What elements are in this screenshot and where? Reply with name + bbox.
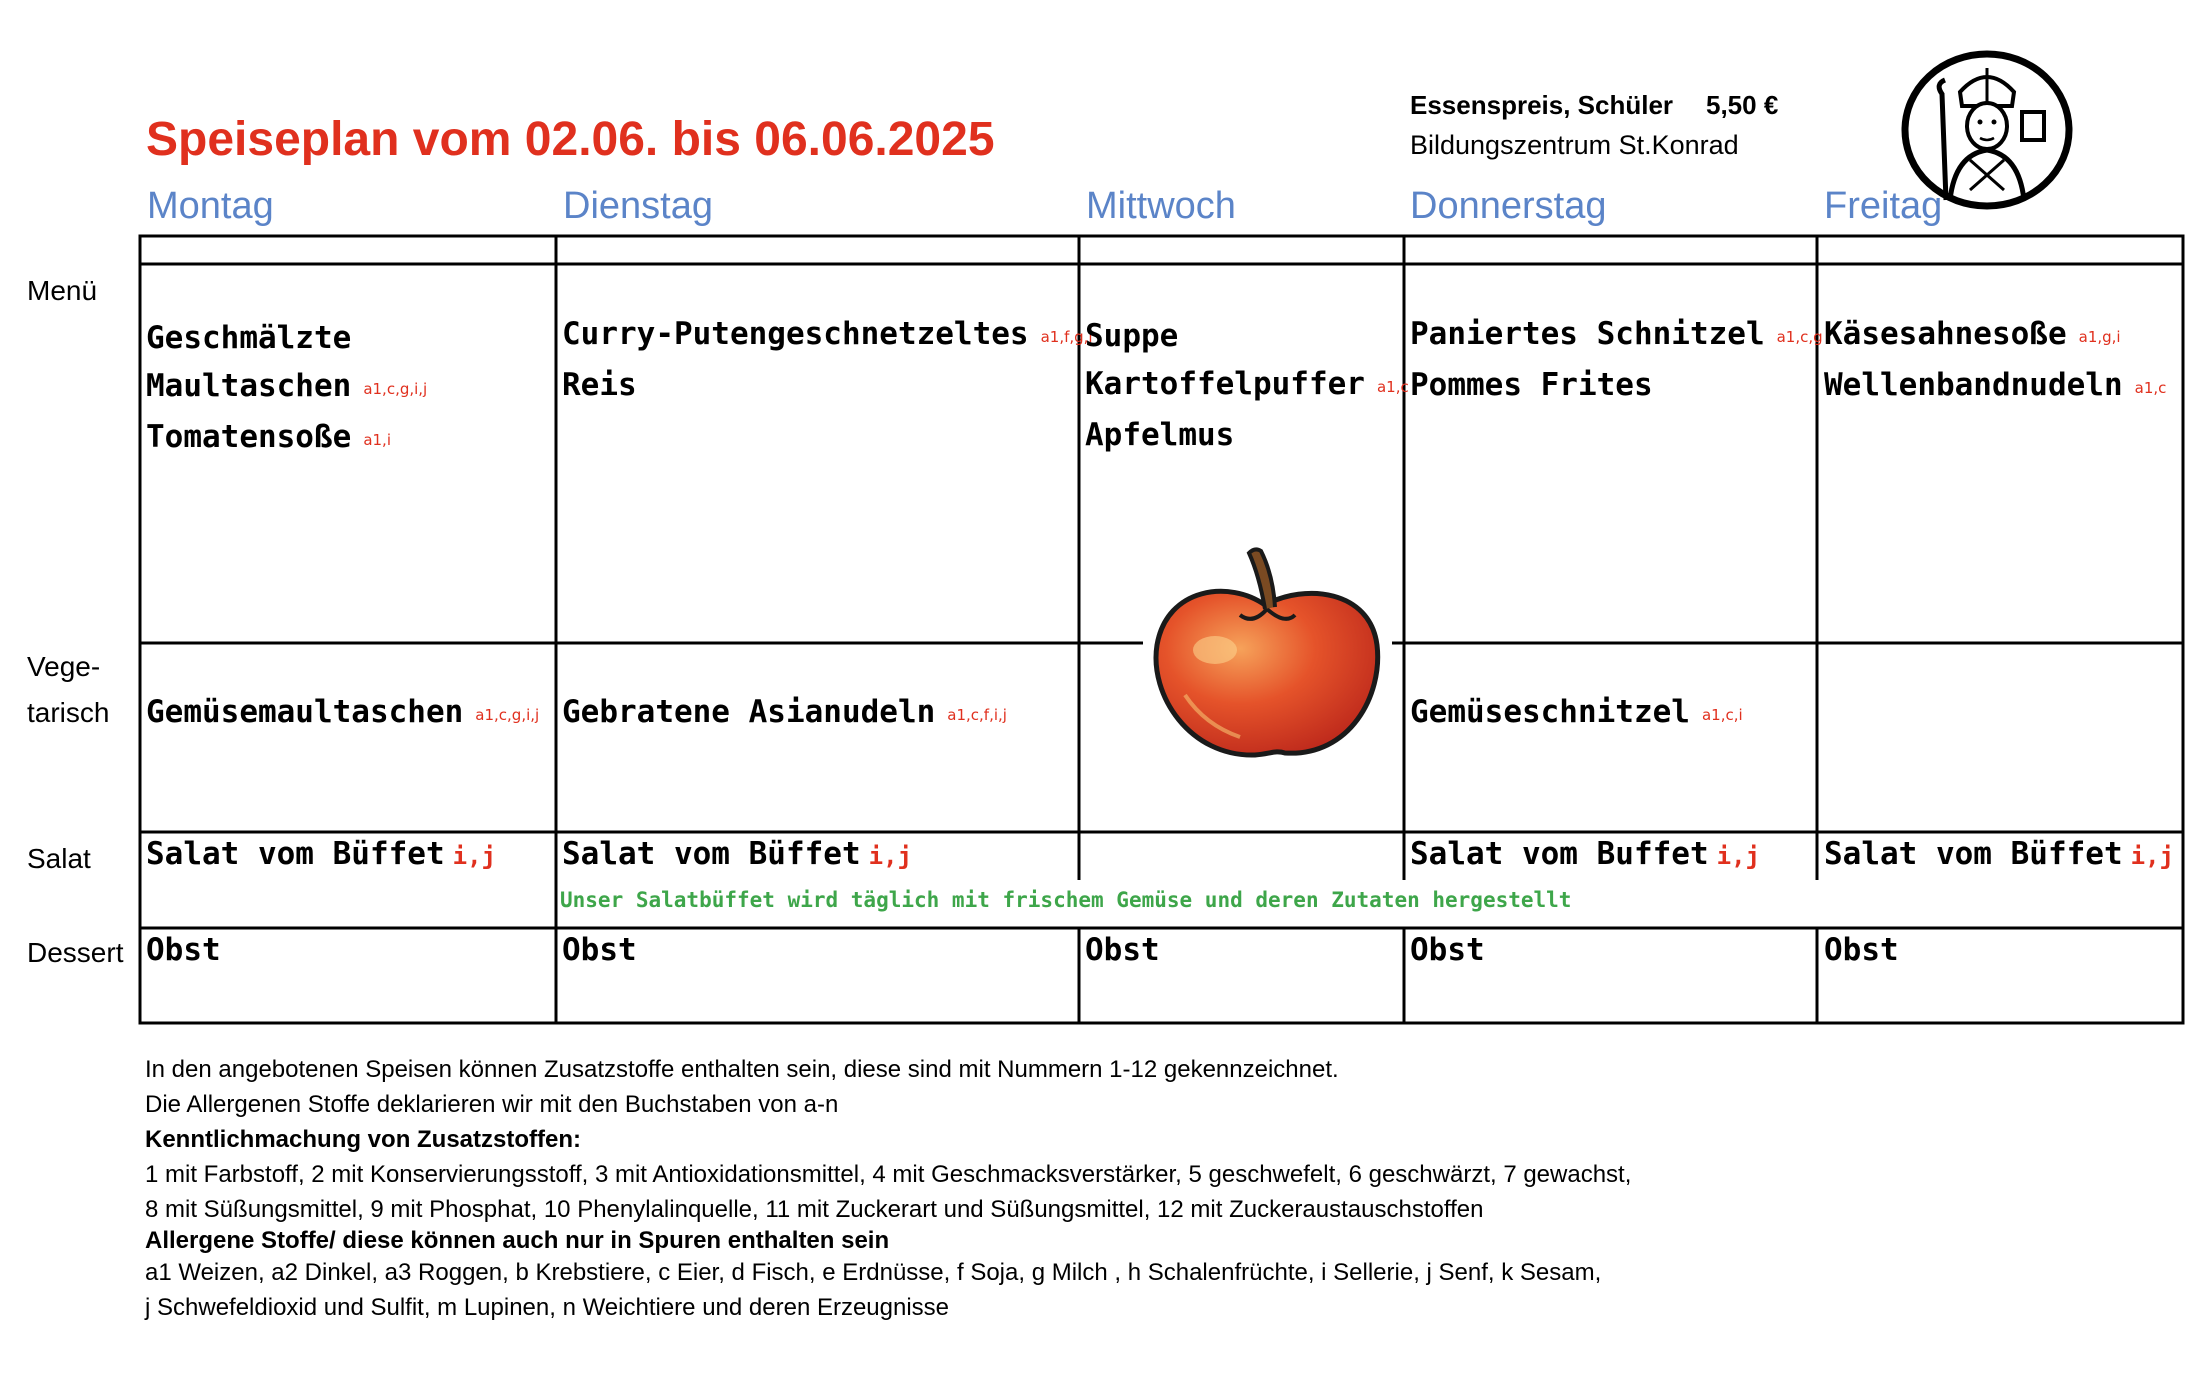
dish-name: Kartoffelpuffer — [1085, 366, 1365, 402]
allergen-code: a1,c,g,i,j — [363, 380, 428, 398]
vegetarian-cell-tuesday — [562, 688, 1007, 739]
dish-name: Reis — [562, 367, 637, 403]
dessert-cell-monday: Obst — [146, 932, 221, 968]
legend-line: Die Allergenen Stoffe deklarieren wir mit den Buchstaben von a-n — [145, 1091, 839, 1118]
dish-name: Geschmälzte — [146, 320, 352, 356]
dish-name: Gemüseschnitzel — [1410, 694, 1690, 730]
row-label-vegetarian-1: Vege- — [27, 651, 101, 682]
vegetarian-cell-thursday — [1410, 688, 1743, 739]
menu-cell-tuesday — [562, 310, 1093, 409]
legend-line: 8 mit Süßungsmittel, 9 mit Phosphat, 10 Phenylalinquelle, 11 mit Zuckerart und Süßungsmittel, 12 mit Zuckeraustauschstoffen — [145, 1196, 1484, 1223]
dish-name: Gemüsemaultaschen — [146, 694, 464, 730]
allergen-code: a1,c,f,i,j — [947, 706, 1007, 724]
dish-name: Tomatensoße — [146, 419, 352, 455]
allergen-code: i,j — [2130, 842, 2174, 870]
allergen-code: a1,i — [363, 431, 391, 449]
dish-name: Salat vom Büffet — [562, 836, 861, 872]
day-header-monday: Montag — [147, 185, 274, 227]
dish-name: Salat vom Büffet — [146, 836, 445, 872]
day-header-wednesday: Mittwoch — [1086, 185, 1236, 227]
legend-line: j Schwefeldioxid und Sulfit, m Lupinen, n Weichtiere und deren Erzeugnisse — [145, 1294, 950, 1321]
dessert-cell-friday: Obst — [1824, 932, 1899, 968]
day-header-friday: Freitag — [1824, 185, 1943, 227]
legend-heading-allergens: Allergene Stoffe/ diese können auch nur in Spuren enthalten sein — [145, 1227, 890, 1254]
dessert-cell-thursday: Obst — [1410, 932, 1485, 968]
dish-name: Wellenbandnudeln — [1824, 367, 2123, 403]
day-header-thursday: Donnerstag — [1410, 185, 1607, 227]
allergen-code: i,j — [868, 842, 912, 870]
salad-cell-monday — [146, 830, 496, 880]
row-label-dessert: Dessert — [27, 937, 124, 968]
legend-line: a1 Weizen, a2 Dinkel, a3 Roggen, b Krebstiere, c Eier, d Fisch, e Erdnüsse, f Soja, g Milch , h Schalenfrüchte, i Sellerie, j Senf, k Sesam, — [145, 1259, 1602, 1286]
dessert-cell-wednesday: Obst — [1085, 932, 1160, 968]
organization-name: Bildungszentrum St.Konrad — [1410, 130, 1739, 160]
legend-line: In den angebotenen Speisen können Zusatzstoffe enthalten sein, diese sind mit Nummern 1-12 gekennzeichnet. — [145, 1056, 1339, 1083]
menu-cell-thursday — [1410, 310, 1823, 409]
dish-name: Suppe — [1085, 318, 1179, 354]
menu-cell-monday — [146, 314, 427, 464]
allergen-code: a1,c,g,i,j — [475, 706, 540, 724]
row-label-vegetarian-2: tarisch — [27, 697, 110, 728]
dish-name: Salat vom Büffet — [1824, 836, 2123, 872]
menu-cell-friday — [1824, 310, 2166, 412]
dish-name: Apfelmus — [1085, 417, 1235, 453]
row-label-salad: Salat — [27, 843, 91, 874]
allergen-code: a1,c — [2134, 379, 2167, 397]
dish-name: Pommes Frites — [1410, 367, 1653, 403]
day-header-tuesday: Dienstag — [563, 185, 713, 227]
salad-cell-thursday — [1410, 830, 1760, 880]
dessert-cell-tuesday: Obst — [562, 932, 637, 968]
dish-name: Paniertes Schnitzel — [1410, 316, 1765, 352]
allergen-code: i,j — [1716, 842, 1760, 870]
red-apple-icon — [1145, 545, 1390, 770]
dish-name: Gebratene Asianudeln — [562, 694, 936, 730]
allergen-code: i,j — [452, 842, 496, 870]
row-label-menu: Menü — [27, 275, 98, 306]
dish-name: Curry-Putengeschnetzeltes — [562, 316, 1029, 352]
salad-bar-note: Unser Salatbüffet wird täglich mit frischem Gemüse und deren Zutaten hergestellt — [560, 888, 1572, 912]
legend-line: 1 mit Farbstoff, 2 mit Konservierungsstoff, 3 mit Antioxidationsmittel, 4 mit Geschmacksverstärker, 5 geschwefelt, 6 geschwärzt, 7 gewachst, — [145, 1161, 1632, 1188]
salad-cell-tuesday — [562, 830, 912, 880]
salad-cell-friday — [1824, 830, 2174, 880]
price-label: Essenspreis, Schüler — [1410, 90, 1674, 120]
menu-cell-wednesday — [1085, 312, 1409, 459]
legend-heading-additives: Kenntlichmachung von Zusatzstoffen: — [145, 1126, 582, 1153]
dish-name: Maultaschen — [146, 368, 352, 404]
allergen-code: a1,g,i — [2078, 328, 2121, 346]
page-title: Speiseplan vom 02.06. bis 06.06.2025 — [146, 113, 995, 166]
allergen-code: a1,c — [1376, 378, 1409, 396]
allergen-code: a1,f,g,i — [1040, 328, 1093, 346]
dish-name: Käsesahnesoße — [1824, 316, 2067, 352]
allergen-code: a1,c,i — [1701, 706, 1743, 724]
vegetarian-cell-monday — [146, 688, 539, 739]
allergen-code: a1,c,g — [1776, 328, 1823, 346]
additives-allergens-legend — [145, 1052, 1631, 1325]
dish-name: Salat vom Buffet — [1410, 836, 1709, 872]
price-value: 5,50 € — [1706, 90, 1779, 120]
